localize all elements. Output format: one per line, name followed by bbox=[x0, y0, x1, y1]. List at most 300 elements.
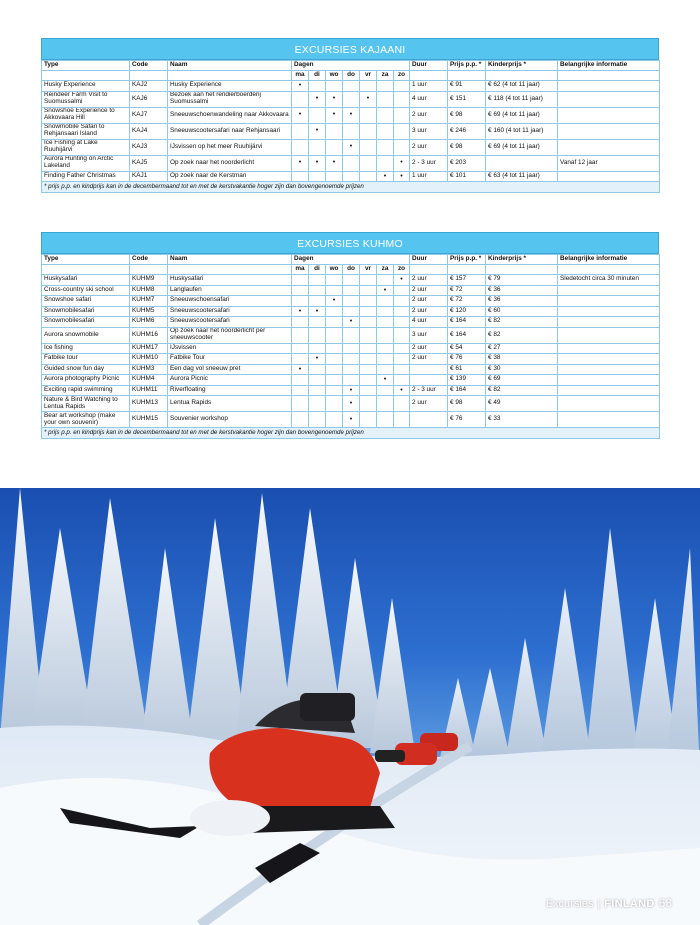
cell-day bbox=[394, 375, 410, 386]
cell-day bbox=[292, 327, 309, 343]
cell-name: Bezoek aan het rendierboerderij Suomussalmi bbox=[168, 91, 292, 107]
cell-day bbox=[377, 306, 394, 317]
weekday-header: zo bbox=[394, 71, 410, 81]
weekday-header: di bbox=[309, 71, 326, 81]
cell-day bbox=[377, 139, 394, 155]
cell-day bbox=[326, 171, 343, 182]
cell-day bbox=[394, 364, 410, 375]
cell-day bbox=[394, 285, 410, 296]
cell-type: Cross-country ski school bbox=[42, 285, 130, 296]
column-header-code: Code bbox=[130, 61, 168, 71]
snowmobile-photo bbox=[0, 488, 700, 925]
cell-day bbox=[292, 343, 309, 354]
cell-day bbox=[309, 275, 326, 286]
footnote-row bbox=[42, 182, 660, 193]
cell-type: Ice Fishing at Lake Ruuhijärvi bbox=[42, 139, 130, 155]
cell-day bbox=[326, 81, 343, 92]
weekday-header: do bbox=[343, 265, 360, 275]
cell-day bbox=[360, 364, 377, 375]
cell-code: KUHM17 bbox=[130, 343, 168, 354]
cell-info bbox=[558, 327, 660, 343]
cell-price: € 101 bbox=[448, 171, 486, 182]
cell-day bbox=[360, 275, 377, 286]
cell-day bbox=[360, 343, 377, 354]
cell-type: Snowmobilesafari bbox=[42, 317, 130, 328]
cell-code: KUHM9 bbox=[130, 275, 168, 286]
cell-duration: 2 uur bbox=[410, 139, 448, 155]
cell-day bbox=[394, 343, 410, 354]
cell-child-price: € 79 bbox=[486, 275, 558, 286]
cell-day bbox=[309, 343, 326, 354]
column-header-price: Prijs p.p. * bbox=[448, 255, 486, 265]
cell-day bbox=[326, 275, 343, 286]
cell-day: • bbox=[343, 385, 360, 396]
cell-day: • bbox=[343, 412, 360, 428]
cell-price: € 72 bbox=[448, 285, 486, 296]
cell-day bbox=[343, 285, 360, 296]
weekday-header: ma bbox=[292, 265, 309, 275]
cell-day bbox=[326, 317, 343, 328]
cell-day bbox=[309, 375, 326, 386]
cell-day: • bbox=[394, 385, 410, 396]
cell-day bbox=[377, 327, 394, 343]
cell-day bbox=[343, 327, 360, 343]
cell-day bbox=[343, 123, 360, 139]
cell-duration: 2 uur bbox=[410, 306, 448, 317]
cell-day bbox=[326, 285, 343, 296]
section-title: EXCURSIES KUHMO bbox=[41, 232, 659, 254]
table-row bbox=[42, 275, 660, 286]
cell-name: Op zoek naar de Kerstman bbox=[168, 171, 292, 182]
cell-day bbox=[326, 139, 343, 155]
cell-day: • bbox=[343, 139, 360, 155]
cell-type: Husky Experience bbox=[42, 81, 130, 92]
cell-child-price: € 33 bbox=[486, 412, 558, 428]
cell-type: Aurora photography Picnic bbox=[42, 375, 130, 386]
footnote: * prijs p.p. en kindprijs kan in de decembermaand tot en met de kerstvakantie hoger zijn dan bovengenoemde prijzen bbox=[42, 428, 660, 439]
weekday-header: wo bbox=[326, 71, 343, 81]
table-row bbox=[42, 364, 660, 375]
cell-name: Riverfloating bbox=[168, 385, 292, 396]
weekday-header: wo bbox=[326, 265, 343, 275]
cell-day bbox=[292, 317, 309, 328]
cell-info bbox=[558, 123, 660, 139]
cell-info bbox=[558, 385, 660, 396]
cell-day: • bbox=[326, 155, 343, 171]
cell-day bbox=[326, 327, 343, 343]
cell-day bbox=[343, 306, 360, 317]
cell-day bbox=[292, 396, 309, 412]
empty-header-cell bbox=[410, 71, 448, 81]
cell-day bbox=[292, 354, 309, 365]
cell-day bbox=[377, 364, 394, 375]
cell-code: KUHM15 bbox=[130, 412, 168, 428]
cell-name: Lentua Rapids bbox=[168, 396, 292, 412]
cell-price: € 54 bbox=[448, 343, 486, 354]
cell-name: Souvenier workshop bbox=[168, 412, 292, 428]
cell-info bbox=[558, 296, 660, 307]
table-row bbox=[42, 285, 660, 296]
cell-duration: 3 uur bbox=[410, 327, 448, 343]
column-header-type: Type bbox=[42, 255, 130, 265]
cell-duration: 1 uur bbox=[410, 81, 448, 92]
cell-day: • bbox=[377, 285, 394, 296]
cell-child-price: € 36 bbox=[486, 285, 558, 296]
cell-day bbox=[360, 155, 377, 171]
cell-child-price: € 69 (4 tot 11 jaar) bbox=[486, 107, 558, 123]
cell-day bbox=[360, 81, 377, 92]
cell-day: • bbox=[309, 306, 326, 317]
column-header-name: Naam bbox=[168, 255, 292, 265]
cell-day bbox=[326, 412, 343, 428]
cell-day bbox=[360, 317, 377, 328]
cell-child-price: € 62 (4 tot 11 jaar) bbox=[486, 81, 558, 92]
cell-day bbox=[377, 275, 394, 286]
table-row bbox=[42, 385, 660, 396]
cell-name: Sneeuwschoenwandeling naar Akkovaara bbox=[168, 107, 292, 123]
cell-info bbox=[558, 91, 660, 107]
cell-price: € 91 bbox=[448, 81, 486, 92]
excursions-kajaani-section bbox=[41, 38, 659, 193]
cell-day bbox=[360, 123, 377, 139]
cell-type: Snowshoe safari bbox=[42, 296, 130, 307]
cell-info bbox=[558, 107, 660, 123]
cell-day bbox=[377, 296, 394, 307]
cell-type: Guided snow fun day bbox=[42, 364, 130, 375]
cell-day: • bbox=[394, 171, 410, 182]
cell-day bbox=[343, 91, 360, 107]
cell-day bbox=[326, 123, 343, 139]
cell-info bbox=[558, 81, 660, 92]
cell-day bbox=[292, 123, 309, 139]
empty-header-cell bbox=[42, 265, 130, 275]
cell-day bbox=[360, 412, 377, 428]
cell-day bbox=[326, 364, 343, 375]
cell-day bbox=[292, 285, 309, 296]
cell-day: • bbox=[326, 107, 343, 123]
cell-name: Fatbike Tour bbox=[168, 354, 292, 365]
column-header-child-price: Kinderprijs * bbox=[486, 255, 558, 265]
cell-day bbox=[309, 396, 326, 412]
page-number: 63 bbox=[658, 896, 672, 910]
cell-price: € 164 bbox=[448, 317, 486, 328]
cell-day bbox=[377, 385, 394, 396]
cell-day bbox=[309, 107, 326, 123]
cell-duration: 1 uur bbox=[410, 171, 448, 182]
cell-child-price: € 82 bbox=[486, 385, 558, 396]
cell-day bbox=[292, 91, 309, 107]
cell-child-price: € 69 bbox=[486, 375, 558, 386]
table-row bbox=[42, 139, 660, 155]
cell-day: • bbox=[292, 306, 309, 317]
footnote: * prijs p.p. en kindprijs kan in de decembermaand tot en met de kerstvakantie hoger zijn dan bovengenoemde prijzen bbox=[42, 182, 660, 193]
column-header-days: Dagen bbox=[292, 61, 410, 71]
cell-day bbox=[360, 396, 377, 412]
cell-day bbox=[326, 375, 343, 386]
cell-code: KAJ7 bbox=[130, 107, 168, 123]
cell-name: Een dag vol sneeuw pret bbox=[168, 364, 292, 375]
cell-type: Snowmobile Safari to Rehjansaari Island bbox=[42, 123, 130, 139]
cell-day bbox=[377, 123, 394, 139]
cell-day bbox=[360, 385, 377, 396]
cell-price: € 203 bbox=[448, 155, 486, 171]
cell-duration: 2 uur bbox=[410, 343, 448, 354]
cell-name: Huskysafari bbox=[168, 275, 292, 286]
cell-info bbox=[558, 306, 660, 317]
cell-day bbox=[326, 343, 343, 354]
table-row bbox=[42, 296, 660, 307]
cell-info bbox=[558, 317, 660, 328]
cell-child-price: € 69 (4 tot 11 jaar) bbox=[486, 139, 558, 155]
cell-day bbox=[309, 81, 326, 92]
table-row bbox=[42, 123, 660, 139]
cell-code: KUHM7 bbox=[130, 296, 168, 307]
cell-price: € 157 bbox=[448, 275, 486, 286]
cell-code: KAJ1 bbox=[130, 171, 168, 182]
cell-day bbox=[394, 317, 410, 328]
cell-day bbox=[377, 412, 394, 428]
cell-name: Sneeuwscootersafari bbox=[168, 317, 292, 328]
cell-code: KUHM16 bbox=[130, 327, 168, 343]
cell-day: • bbox=[394, 275, 410, 286]
cell-type: Aurora Hunting on Arctic Lakeland bbox=[42, 155, 130, 171]
cell-type: Nature & Bird Watching to Lentua Rapids bbox=[42, 396, 130, 412]
weekday-header: za bbox=[377, 71, 394, 81]
table-row bbox=[42, 171, 660, 182]
cell-duration bbox=[410, 412, 448, 428]
cell-code: KAJ5 bbox=[130, 155, 168, 171]
column-header-code: Code bbox=[130, 255, 168, 265]
cell-duration: 2 uur bbox=[410, 296, 448, 307]
column-header-info: Belangrijke informatie bbox=[558, 61, 660, 71]
cell-type: Bear art workshop (make your own souvenir) bbox=[42, 412, 130, 428]
cell-day bbox=[309, 364, 326, 375]
cell-type: Ice fishing bbox=[42, 343, 130, 354]
cell-day bbox=[394, 81, 410, 92]
cell-day bbox=[377, 155, 394, 171]
snowmobile-photo-illustration bbox=[0, 488, 700, 925]
cell-day: • bbox=[360, 91, 377, 107]
cell-day bbox=[292, 296, 309, 307]
cell-day: • bbox=[343, 317, 360, 328]
table-row bbox=[42, 354, 660, 365]
cell-day bbox=[343, 364, 360, 375]
cell-duration: 2 uur bbox=[410, 275, 448, 286]
table-row bbox=[42, 412, 660, 428]
cell-day bbox=[360, 139, 377, 155]
cell-name: Aurora Picnic bbox=[168, 375, 292, 386]
cell-day bbox=[360, 285, 377, 296]
cell-day bbox=[343, 354, 360, 365]
weekday-header: di bbox=[309, 265, 326, 275]
cell-info bbox=[558, 412, 660, 428]
cell-info: Sledetocht circa 30 minuten bbox=[558, 275, 660, 286]
cell-day bbox=[377, 317, 394, 328]
cell-duration bbox=[410, 364, 448, 375]
empty-header-cell bbox=[448, 265, 486, 275]
cell-price: € 139 bbox=[448, 375, 486, 386]
cell-day: • bbox=[343, 107, 360, 123]
cell-name: Op zoek naar het noorderlicht bbox=[168, 155, 292, 171]
cell-day bbox=[292, 171, 309, 182]
cell-day bbox=[377, 107, 394, 123]
cell-day: • bbox=[394, 155, 410, 171]
column-header-child-price: Kinderprijs * bbox=[486, 61, 558, 71]
page-footer bbox=[546, 896, 672, 910]
cell-day bbox=[309, 385, 326, 396]
cell-info: Vanaf 12 jaar bbox=[558, 155, 660, 171]
empty-header-cell bbox=[410, 265, 448, 275]
table-row bbox=[42, 317, 660, 328]
cell-day bbox=[394, 107, 410, 123]
cell-duration: 2 - 3 uur bbox=[410, 155, 448, 171]
cell-child-price: € 38 bbox=[486, 354, 558, 365]
cell-price: € 72 bbox=[448, 296, 486, 307]
weekday-header: vr bbox=[360, 265, 377, 275]
cell-day bbox=[360, 296, 377, 307]
cell-day: • bbox=[309, 354, 326, 365]
cell-day bbox=[343, 171, 360, 182]
cell-day bbox=[343, 375, 360, 386]
cell-code: KUHM13 bbox=[130, 396, 168, 412]
cell-day: • bbox=[292, 364, 309, 375]
cell-child-price: € 36 bbox=[486, 296, 558, 307]
cell-day: • bbox=[309, 155, 326, 171]
table-row bbox=[42, 396, 660, 412]
empty-header-cell bbox=[558, 265, 660, 275]
cell-child-price bbox=[486, 155, 558, 171]
weekday-header: za bbox=[377, 265, 394, 275]
cell-day bbox=[292, 385, 309, 396]
cell-name: Langlaufen bbox=[168, 285, 292, 296]
excursions-table bbox=[41, 254, 660, 439]
cell-day bbox=[309, 317, 326, 328]
cell-day bbox=[360, 375, 377, 386]
cell-info bbox=[558, 285, 660, 296]
cell-day bbox=[394, 306, 410, 317]
cell-child-price: € 160 (4 tot 11 jaar) bbox=[486, 123, 558, 139]
cell-child-price: € 30 bbox=[486, 364, 558, 375]
cell-duration: 4 uur bbox=[410, 317, 448, 328]
cell-type: Snowmobilesafari bbox=[42, 306, 130, 317]
table-row bbox=[42, 81, 660, 92]
cell-type: Exciting rapid swimming bbox=[42, 385, 130, 396]
cell-day: • bbox=[309, 123, 326, 139]
cell-name: Sneeuwscootersafari bbox=[168, 306, 292, 317]
cell-name: IJsvissen bbox=[168, 343, 292, 354]
cell-code: KUHM10 bbox=[130, 354, 168, 365]
cell-type: Snowshoe Experience to Akkovaara Hill bbox=[42, 107, 130, 123]
cell-day bbox=[394, 354, 410, 365]
table-row bbox=[42, 375, 660, 386]
cell-day bbox=[309, 139, 326, 155]
cell-day bbox=[343, 155, 360, 171]
cell-day: • bbox=[343, 396, 360, 412]
cell-day bbox=[377, 343, 394, 354]
cell-day bbox=[326, 385, 343, 396]
cell-price: € 98 bbox=[448, 107, 486, 123]
cell-price: € 98 bbox=[448, 396, 486, 412]
cell-day bbox=[309, 171, 326, 182]
cell-day: • bbox=[326, 296, 343, 307]
cell-duration bbox=[410, 375, 448, 386]
cell-info bbox=[558, 354, 660, 365]
excursions-table bbox=[41, 60, 660, 193]
table-row bbox=[42, 155, 660, 171]
cell-day bbox=[309, 285, 326, 296]
empty-header-cell bbox=[486, 71, 558, 81]
excursions-kuhmo-section bbox=[41, 232, 659, 439]
table-row bbox=[42, 107, 660, 123]
cell-duration: 3 uur bbox=[410, 123, 448, 139]
column-header-days: Dagen bbox=[292, 255, 410, 265]
section-title: EXCURSIES KAJAANI bbox=[41, 38, 659, 60]
cell-day bbox=[292, 275, 309, 286]
cell-day bbox=[394, 91, 410, 107]
cell-price: € 120 bbox=[448, 306, 486, 317]
cell-info bbox=[558, 171, 660, 182]
cell-info bbox=[558, 375, 660, 386]
cell-child-price: € 82 bbox=[486, 317, 558, 328]
empty-header-cell bbox=[168, 71, 292, 81]
cell-type: Aurora snowmobile bbox=[42, 327, 130, 343]
cell-day bbox=[360, 327, 377, 343]
cell-price: € 151 bbox=[448, 91, 486, 107]
column-header-type: Type bbox=[42, 61, 130, 71]
weekday-header: zo bbox=[394, 265, 410, 275]
cell-day bbox=[292, 412, 309, 428]
cell-day bbox=[394, 412, 410, 428]
cell-day bbox=[309, 296, 326, 307]
cell-type: Finding Father Christmas bbox=[42, 171, 130, 182]
cell-name: Husky Experience bbox=[168, 81, 292, 92]
cell-day bbox=[309, 327, 326, 343]
table-row bbox=[42, 91, 660, 107]
cell-day bbox=[343, 81, 360, 92]
cell-type: Huskysafari bbox=[42, 275, 130, 286]
column-header-price: Prijs p.p. * bbox=[448, 61, 486, 71]
column-header-name: Naam bbox=[168, 61, 292, 71]
cell-day bbox=[343, 296, 360, 307]
footer-section: Excursies bbox=[545, 898, 594, 910]
weekday-header: vr bbox=[360, 71, 377, 81]
cell-duration: 2 uur bbox=[410, 354, 448, 365]
cell-code: KUHM4 bbox=[130, 375, 168, 386]
column-header-info: Belangrijke informatie bbox=[558, 255, 660, 265]
cell-duration: 2 uur bbox=[410, 107, 448, 123]
cell-day bbox=[377, 91, 394, 107]
cell-day bbox=[343, 275, 360, 286]
cell-day bbox=[394, 327, 410, 343]
cell-day bbox=[394, 139, 410, 155]
column-header-duration: Duur bbox=[410, 61, 448, 71]
cell-price: € 76 bbox=[448, 412, 486, 428]
cell-code: KUHM11 bbox=[130, 385, 168, 396]
cell-day bbox=[326, 354, 343, 365]
footnote-row bbox=[42, 428, 660, 439]
cell-name: Op zoek naar het noorderlicht per sneeuwscooter bbox=[168, 327, 292, 343]
cell-price: € 98 bbox=[448, 139, 486, 155]
cell-duration: 2 uur bbox=[410, 285, 448, 296]
cell-duration: 2 uur bbox=[410, 396, 448, 412]
cell-type: Reindeer Farm Visit to Suomussalmi bbox=[42, 91, 130, 107]
empty-header-cell bbox=[130, 265, 168, 275]
table-row bbox=[42, 306, 660, 317]
cell-code: KAJ2 bbox=[130, 81, 168, 92]
footer-country: FINLAND bbox=[604, 898, 655, 910]
cell-child-price: € 82 bbox=[486, 327, 558, 343]
cell-day bbox=[360, 171, 377, 182]
